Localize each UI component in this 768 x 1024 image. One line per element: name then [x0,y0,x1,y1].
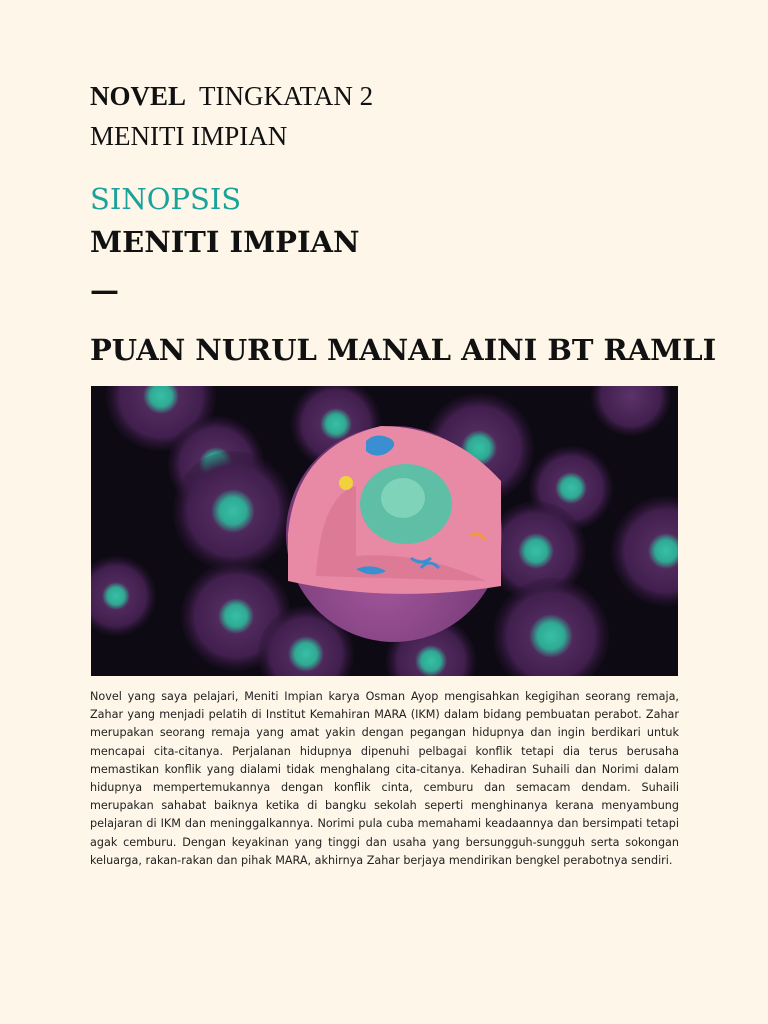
synopsis-text: Novel yang saya pelajari, Meniti Impian karya Osman Ayop mengisahkan kegigihan seorang remaja, Zahar yang menjadi pelatih di Institut Kemahiran MARA (IKM) dalam bidang pembuatan perabot. Zahar merupakan seorang remaja yang amat yakin dengan pegangan hidupnya dan ingin berdikari untuk mencapai cita-citanya. Perjalanan hidupnya dipenuhi pelbagai konflik tetapi dia terus berusaha memastikan konflik yang dialami tidak menghalang cita-citanya. Kehadiran Suhaili dan Norimi dalam hidupnya mempertemukannya dengan konflik cinta, cemburu dan semacam dendam. Suhaili merupakan sahabat baiknya ketika di bangku sekolah seperti menghinanya kerana menyambung pelajaran di IKM dan meninggalkannya. Norimi pula cuba memahami keadaannya dan bersimpati tetapi agak cemburu. Dengan keyakinan yang tinggi dan usaha yang bersungguh-sungguh serta sokongan keluarga, rakan-rakan dan pihak MARA, akhirnya Zahar berjaya mendirikan bengkel perabotnya sendiri. [90,690,679,867]
document-title [90,78,373,114]
level-label: TINGKATAN 2 [199,81,374,111]
main-cell [286,426,502,642]
section-heading: SINOPSIS [90,182,242,216]
cell-illustration [91,386,678,676]
document-subtitle: MENITI IMPIAN [90,121,288,151]
novel-label: NOVEL [90,81,187,111]
book-title: MENITI IMPIAN [90,225,360,259]
author-name: PUAN NURUL MANAL AINI BT RAMLI [90,333,717,367]
title-divider: — [90,273,119,307]
